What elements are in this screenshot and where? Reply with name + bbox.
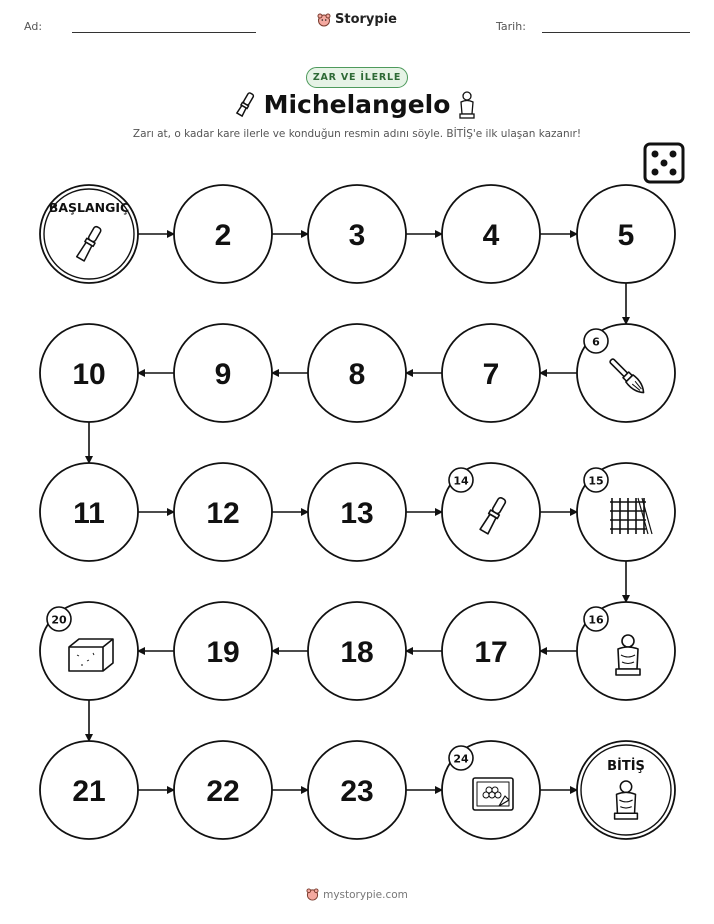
start-label: BAŞLANGIÇ — [48, 200, 130, 215]
cell-number: 9 — [214, 358, 232, 391]
date-label: Tarih: — [496, 20, 526, 33]
name-label: Ad: — [24, 20, 43, 33]
instructions: Zarı at, o kadar kare ilerle ve konduğun resmin adını söyle. BİTİŞ'e ilk ulaşan kazanır! — [132, 128, 582, 140]
board-cell-4[interactable] — [442, 185, 540, 283]
cell-number: 18 — [340, 636, 374, 669]
board-cell-24[interactable] — [442, 741, 540, 839]
cell-number: 10 — [72, 358, 106, 391]
cell-number: 24 — [453, 752, 469, 766]
cell-number: 13 — [340, 497, 374, 530]
cell-number: 17 — [474, 636, 508, 669]
cell-number: 23 — [340, 775, 374, 808]
board-cell-12[interactable] — [174, 463, 272, 561]
footer-url[interactable]: mystorypie.com — [323, 888, 408, 901]
cell-number: 11 — [73, 497, 105, 530]
cell-number: 14 — [453, 474, 469, 488]
board-cell-6[interactable] — [577, 324, 675, 422]
cell-number: 21 — [72, 775, 106, 808]
board-cell-7[interactable] — [442, 324, 540, 422]
board-cell-5[interactable] — [577, 185, 675, 283]
board-cell-8[interactable] — [308, 324, 406, 422]
board-cell-3[interactable] — [308, 185, 406, 283]
board-cell-14[interactable] — [442, 463, 540, 561]
cell-number: 6 — [592, 335, 600, 349]
finish-label: BİTİŞ — [607, 759, 645, 774]
board-cell-22[interactable] — [174, 741, 272, 839]
board-cell-23[interactable] — [308, 741, 406, 839]
page-title: Michelangelo — [263, 90, 451, 119]
board-cell-17[interactable] — [442, 602, 540, 700]
cell-number: 7 — [482, 358, 500, 391]
cell-number: 20 — [51, 613, 67, 627]
board-cell-19[interactable] — [174, 602, 272, 700]
cell-number: 3 — [348, 219, 366, 252]
board-cell-9[interactable] — [174, 324, 272, 422]
board-cell-13[interactable] — [308, 463, 406, 561]
board-cell-1[interactable] — [40, 185, 138, 283]
board-cell-21[interactable] — [40, 741, 138, 839]
board-cell-25[interactable] — [577, 741, 675, 839]
board-cell-20[interactable] — [40, 602, 138, 700]
game-type-badge: ZAR VE İLERLE — [306, 67, 408, 88]
brand-name: Storypie — [335, 12, 397, 27]
cell-number: 4 — [482, 219, 500, 252]
board-cell-10[interactable] — [40, 324, 138, 422]
board-cell-18[interactable] — [308, 602, 406, 700]
marble-block-icon — [69, 639, 113, 671]
cell-number: 22 — [206, 775, 240, 808]
board-cell-2[interactable] — [174, 185, 272, 283]
board-cell-16[interactable] — [577, 602, 675, 700]
board-cell-11[interactable] — [40, 463, 138, 561]
cell-number: 2 — [214, 219, 232, 252]
storypie-footer-logo-icon — [306, 888, 319, 901]
cell-number: 5 — [617, 219, 635, 252]
cell-number: 19 — [206, 636, 240, 669]
board-cell-15[interactable] — [577, 463, 675, 561]
cell-number: 12 — [206, 497, 240, 530]
footer — [0, 888, 714, 904]
cell-number: 15 — [588, 474, 604, 488]
fresco-icon — [473, 778, 513, 810]
cell-number: 8 — [348, 358, 366, 391]
cell-number: 16 — [588, 613, 604, 627]
